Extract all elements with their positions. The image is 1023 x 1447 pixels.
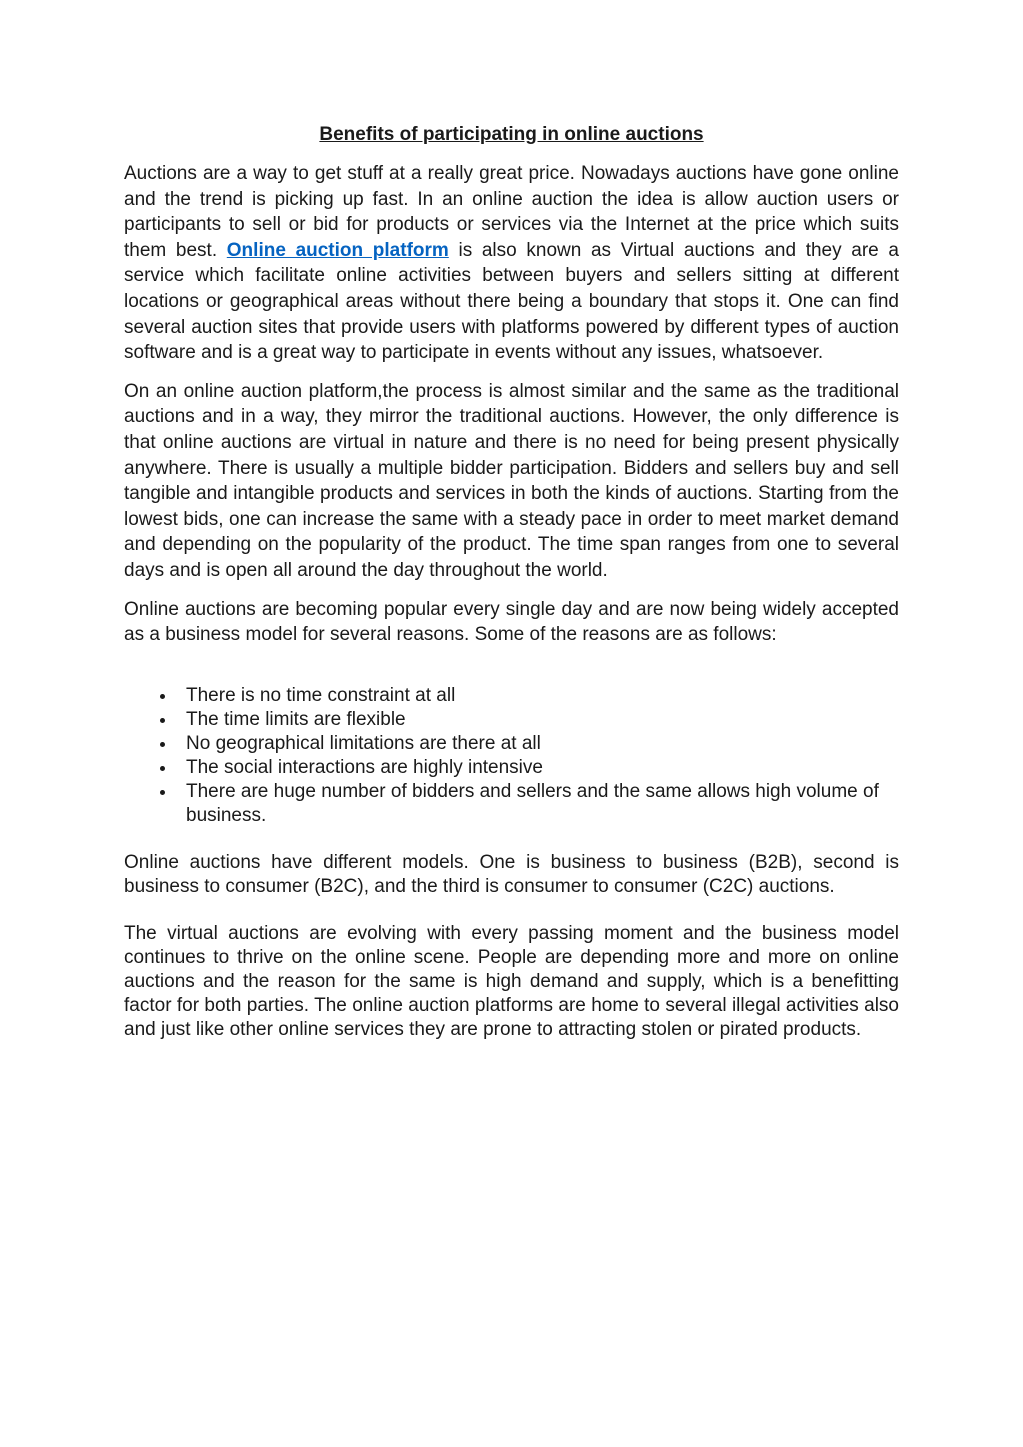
bullet-icon — [160, 790, 165, 795]
paragraph-conclusion: The virtual auctions are evolving with every passing moment and the business model continues to thrive on the online scene. People are depending more and more on online auctions and the reason for the same is high demand and supply, which is a benefitting factor for both parties. The online auction platforms are home to several illegal activities also and just like other online services they are prone to attracting stolen or pirated products. — [124, 922, 899, 1040]
paragraph-popularity: Online auctions are becoming popular every single day and are now being widely accepted as a business model for several reasons. Some of the reasons are as follows: — [124, 598, 899, 646]
paragraph-intro — [124, 161, 899, 366]
list-item — [124, 732, 899, 756]
list-item-text: There is no time constraint at all — [186, 684, 456, 706]
paragraph-intro-text-after: is also known as Virtual auctions and they are a service which facilitate online activities between buyers and sellers sitting at different locations or geographical areas without there being a boundary that stops it. One can find several auction sites that provide users with platforms powered by different types of auction software and is a great way to participate in events without any issues, whatsoever. — [124, 239, 899, 364]
list-item-text: The social interactions are highly intensive — [186, 756, 543, 778]
paragraph-intro-text-before: Auctions are a way to get stuff at a really great price. Nowadays auctions have gone online and the trend is picking up fast. In an online auction the idea is allow auction users or participants to sell or bid for products or services via the Internet at the price which suits them best. — [124, 163, 899, 261]
bullet-icon — [160, 766, 165, 771]
list-item-text: The time limits are flexible — [186, 708, 406, 730]
list-item — [124, 684, 899, 708]
paragraph-process: On an online auction platform,the process is almost similar and the same as the traditional auctions and in a way, they mirror the traditional auctions. However, the only difference is that online auctions are virtual in nature and there is no need for being present physically anywhere. There is usually a multiple bidder participation. Bidders and sellers buy and sell tangible and intangible products and services in both the kinds of auctions. Starting from the lowest bids, one can increase the same with a steady pace in order to meet market demand and depending on the popularity of the product. The time span ranges from one to several days and is open all around the day throughout the world. — [124, 380, 899, 581]
list-item — [124, 708, 899, 732]
list-item-text: There are huge number of bidders and sellers and the same allows high volume of business. — [186, 780, 879, 826]
bullet-icon — [160, 742, 165, 747]
reasons-list — [124, 684, 899, 828]
online-auction-platform-link[interactable]: Online auction platform — [226, 239, 449, 261]
list-item — [124, 756, 899, 780]
document-title: Benefits of participating in online auctions — [319, 124, 704, 145]
paragraph-models: Online auctions have different models. One is business to business (B2B), second is business to consumer (B2C), and the third is consumer to consumer (C2C) auctions. — [124, 851, 899, 897]
bullet-icon — [160, 718, 165, 723]
bullet-icon — [160, 694, 165, 699]
list-item — [124, 780, 899, 828]
list-item-text: No geographical limitations are there at all — [186, 732, 541, 754]
